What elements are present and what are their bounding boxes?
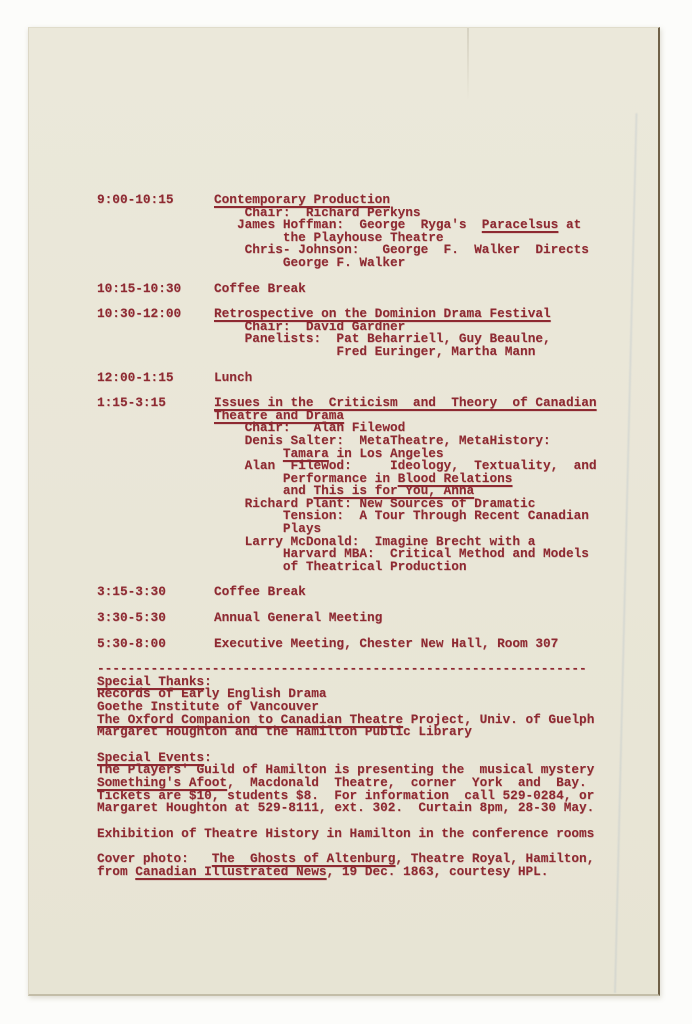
text-line [97, 863, 637, 879]
text-segment: , 19 Dec. 1863, courtesy HPL. [326, 863, 549, 879]
text-line [214, 612, 637, 625]
session-details [214, 308, 637, 358]
footer-block [97, 673, 637, 740]
text-segment: Coffee Break [214, 280, 306, 296]
session-details [214, 612, 637, 625]
text-segment: George F. Walker [214, 254, 406, 270]
text-segment: Cover photo: [97, 851, 212, 867]
text-segment: Plays [214, 521, 322, 537]
text-segment: Denis Salter: MetaTheatre, MetaHistory: [214, 432, 551, 448]
text-segment: Executive Meeting, Chester New Hall, Room 307 [214, 635, 559, 651]
text-segment: and [214, 483, 314, 499]
schedule-row [97, 586, 637, 599]
session-details [214, 635, 637, 651]
text-line [97, 802, 637, 815]
session-time: 3:15-3:30 [97, 584, 166, 600]
footer-notes [97, 673, 637, 879]
text-segment: Annual General Meeting [214, 610, 383, 626]
text-segment: Chair: Richard Perkyns [214, 204, 421, 220]
text-segment: Lunch [214, 369, 253, 385]
text-segment: Larry McDonald: Imagine Brecht with a [214, 533, 536, 549]
schedule-row [97, 612, 637, 625]
footer-block [97, 853, 637, 878]
text-segment: Tickets are $10, students $8. For information call 529-0284, or [97, 787, 595, 803]
text-segment: Panelists: Pat Beharriell, Guy Beaulne, [214, 331, 551, 347]
text-segment: in Los Angeles [328, 445, 444, 461]
schedule-row [97, 280, 637, 296]
text-segment: Coffee Break [214, 584, 306, 600]
text-line [97, 825, 637, 841]
session-details [214, 397, 637, 573]
text-segment: : [204, 749, 212, 765]
text-segment: Chair: David Gardner [214, 318, 406, 334]
underlined-text: The Ghosts of Altenburg [211, 851, 396, 867]
text-line [214, 343, 637, 359]
underlined-text: Special Events [97, 749, 205, 765]
text-segment: Records of Early English Drama [97, 686, 327, 702]
underlined-text: Tamara [282, 445, 329, 461]
session-time: 5:30-8:00 [97, 635, 166, 651]
session-time: 3:30-5:30 [97, 610, 166, 626]
dashed-divider: ---------------------------------------------------------------- [97, 661, 587, 677]
text-segment: Richard Plant: New Sources of Dramatic [214, 495, 536, 511]
text-segment: Tension: A Tour Through Recent Canadian [214, 508, 589, 524]
underlined-text: The Oxford Companion to Canadian Theatre [97, 711, 404, 727]
text-line [214, 369, 637, 385]
text-segment: Harvard MBA: Critical Method and Models [214, 546, 589, 562]
text-segment: Fred Euringer, Martha Mann [214, 343, 536, 359]
text-segment: Margaret Houghton and the Hamilton Public Library [97, 724, 472, 740]
text-segment: from [97, 863, 136, 879]
text-line [214, 586, 637, 599]
session-time: 12:00-1:15 [97, 369, 174, 385]
underlined-text: Retrospective on the Dominion Drama Festival [214, 306, 551, 322]
session-details [214, 369, 637, 385]
session-details [214, 280, 637, 296]
session-details [214, 194, 637, 270]
program-content [97, 194, 637, 879]
underlined-text: Something's Afoot [97, 774, 228, 790]
session-time: 9:00-10:15 [97, 192, 174, 207]
text-segment: , Theatre Royal, Hamilton, [395, 851, 595, 867]
paper-crease [467, 28, 469, 100]
text-segment: Chris- Johnson: George F. Walker Directs [214, 242, 589, 258]
schedule-list [97, 194, 637, 650]
footer-block [97, 825, 637, 841]
session-time: 1:15-3:15 [97, 395, 166, 411]
footer-block [97, 749, 637, 816]
underlined-text: Issues in the Criticism and Theory of Canadian [214, 395, 597, 411]
text-segment: The Players' Guild of Hamilton is presenting the musical mystery [97, 762, 595, 778]
underlined-text: Blood Relations [397, 470, 513, 486]
schedule-row [97, 194, 637, 270]
text-line [214, 254, 637, 270]
schedule-row [97, 635, 637, 651]
text-line [97, 726, 637, 739]
text-segment: Chair: Alan Filewod [214, 420, 406, 436]
text-segment: James Hoffman: George Ryga's [214, 217, 482, 233]
schedule-row [97, 308, 637, 358]
underlined-text: Paracelsus [481, 217, 559, 233]
text-line [214, 280, 637, 296]
text-segment: Exhibition of Theatre History in Hamilton in the conference rooms [97, 825, 595, 841]
session-time: 10:15-10:30 [97, 280, 182, 296]
session-details [214, 586, 637, 599]
underlined-text: Canadian Illustrated News [135, 863, 327, 879]
text-segment: of Theatrical Production [214, 558, 467, 574]
text-segment: at [558, 217, 582, 233]
text-line [214, 635, 637, 651]
text-line [214, 558, 637, 574]
session-time: 10:30-12:00 [97, 306, 182, 322]
text-segment: , Macdonald Theatre, corner York and Bay. [227, 774, 587, 790]
text-segment: Performance in [214, 470, 398, 486]
underlined-text: This is for You, Anna [313, 483, 475, 499]
underlined-text: Contemporary Production [214, 192, 390, 207]
schedule-row [97, 397, 637, 573]
text-segment: : [204, 673, 212, 689]
text-segment: the Playhouse Theatre [214, 229, 444, 245]
schedule-row [97, 369, 637, 385]
underlined-text: Theatre and Drama [214, 407, 345, 423]
text-segment: Project, Univ. of Guelph [403, 711, 595, 727]
underlined-text: Special Thanks [97, 673, 205, 689]
text-segment: Margaret Houghton at 529-8111, ext. 302. Curtain 8pm, 28-30 May. [97, 800, 595, 816]
text-segment: Goethe Institute of Vancouver [97, 699, 319, 714]
text-segment: Alan Filewod: Ideology, Textuality, and [214, 458, 597, 474]
scanned-program-page [28, 27, 660, 996]
